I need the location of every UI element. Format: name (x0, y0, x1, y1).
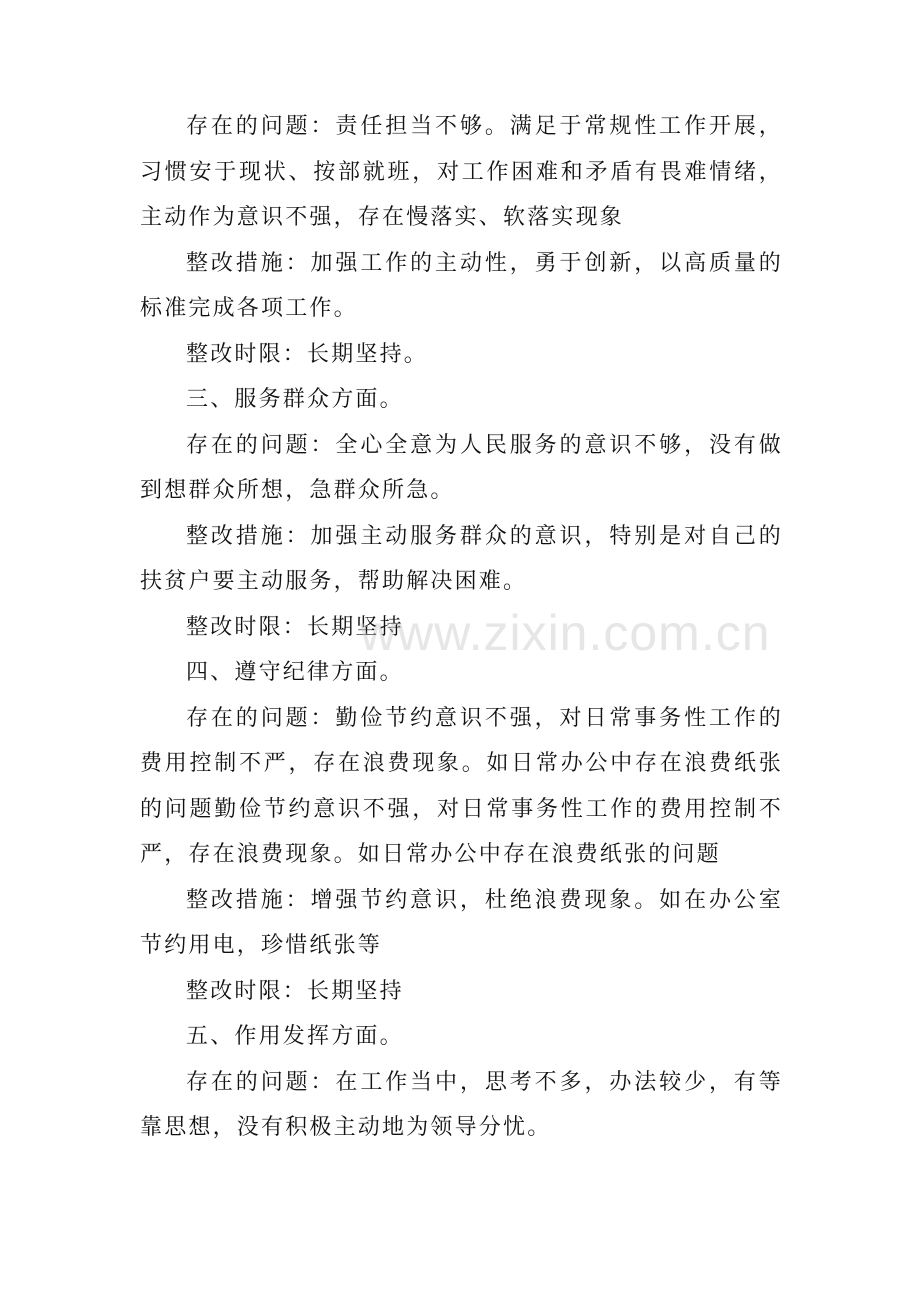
document-body (140, 104, 783, 1151)
paragraph-2: 整改措施：加强工作的主动性，勇于创新，以高质量的标准完成各项工作。 (140, 250, 783, 321)
section-heading-3: 三、服务群众方面。 (186, 387, 404, 412)
paragraph-13: 存在的问题：在工作当中，思考不多，办法较少，有等靠思想，没有积极主动地为领导分忧。 (140, 1069, 783, 1140)
paragraph-10: 整改措施：增强节约意识，杜绝浪费现象。如在办公室节约用电，珍惜纸张等 (140, 887, 783, 958)
watermark: www.zixin.com.cn (360, 605, 771, 661)
section-heading-5: 五、作用发挥方面。 (186, 1024, 404, 1049)
paragraph-11: 整改时限：长期坚持 (186, 978, 404, 1004)
paragraph-3: 整改时限：长期坚持。 (186, 341, 429, 367)
section-heading-4: 四、遵守纪律方面。 (186, 660, 404, 685)
paragraph-5: 存在的问题：全心全意为人民服务的意识不够，没有做到想群众所想，急群众所急。 (140, 432, 783, 503)
paragraph-7: 整改时限：长期坚持 (186, 614, 404, 640)
paragraph-9: 存在的问题：勤俭节约意识不强，对日常事务性工作的费用控制不严，存在浪费现象。如日常办公中存在浪费纸张的问题勤俭节约意识不强，对日常事务性工作的费用控制不严，存在浪费现象。如日常办公中存在浪费纸张的问题 (140, 705, 783, 867)
paragraph-1: 存在的问题：责任担当不够。满足于常规性工作开展，习惯安于现状、按部就班，对工作困难和矛盾有畏难情绪，主动作为意识不强，存在慢落实、软落实现象 (140, 114, 783, 230)
paragraph-6: 整改措施：加强主动服务群众的意识，特别是对自己的扶贫户要主动服务，帮助解决困难。 (140, 523, 783, 594)
